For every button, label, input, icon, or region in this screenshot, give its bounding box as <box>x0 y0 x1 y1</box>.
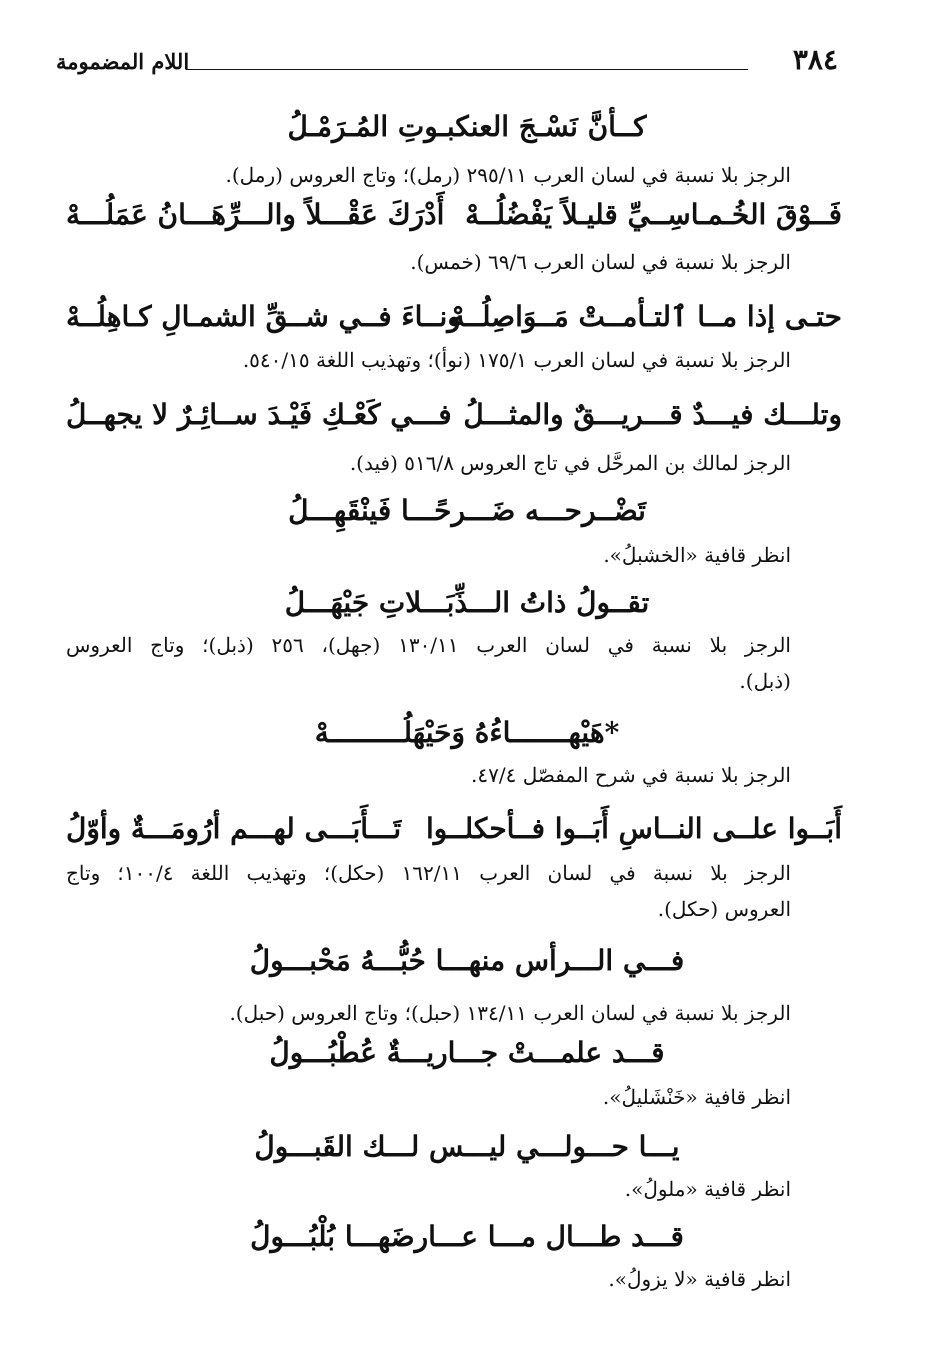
verse: *هَيْهـــــــاءُهُ وَحَيْهَلُـــــــــهْ <box>314 716 620 749</box>
verse-hemistich-right: فَــوْقَ الخُـمـاسِــيِّ قليـلاً يَفْضُلُــهْ <box>465 198 842 231</box>
verse-hemistich-right: وتلـــك فيـــدٌ قـــريـــقٌ والمثـــلُ <box>463 398 842 431</box>
citation-note: الرجز بلا نسبة في لسان العرب ٦٩/٦ (خمس). <box>410 250 791 274</box>
citation-note: انظر قافية «خَنْشَليلُ». <box>602 1085 791 1109</box>
running-head: اللام المضمومة <box>56 49 190 74</box>
citation-note: الرجز لمالك بن المرحَّل في تاج العروس ٥١٦/٨ (فيد). <box>349 451 791 475</box>
page-header <box>56 42 838 82</box>
verse-hemistich-right: حتـى إذا مــا ٱلتـأمــتْ مَــوَاصِلُــهْ <box>450 300 842 333</box>
citation-note-continuation: العروس (حكل). <box>657 897 791 921</box>
verse: يـــا حـــولـــي ليـــس لـــك القَبـــولُ <box>254 1130 680 1163</box>
citation-note: انظر قافية «الخشبلُ». <box>603 543 791 567</box>
citation-note: الرجز بلا نسبة في لسان العرب ١٣٤/١١ (حبل)؛ وتاج العروس (حبل). <box>229 1001 791 1025</box>
verse: تقــولُ ذاتُ الـــذِّبَـــلاتِ جَيْهَـــلُ <box>284 586 650 619</box>
citation-note: الرجز بلا نسبة في شرح المفصّل ٤٧/٤. <box>471 763 791 787</box>
verse: قـــد طـــال مـــا عـــارضَهـــا بُلْبُـــولُ <box>250 1220 684 1253</box>
verse-hemistich-left: ونــاءَ فــي شــقِّ الشمـالِ كـاهِلُــهْ <box>66 300 461 333</box>
citation-note: انظر قافية «لا يزولُ». <box>608 1267 791 1291</box>
citation-note-continuation: (ذبل). <box>739 669 791 693</box>
verse-hemistich-right: أَبَــوا علــى النــاسِ أَبَــوا فــأحكلــوا <box>425 812 842 845</box>
verse-hemistich-left: أَدْرَكَ عَقْـــلاً والـــرِّهَـــانُ عَمَلُـــهْ <box>66 198 445 231</box>
verse-hemistich-left: فـــي كَعْـكِ فَيْـدَ ســائِـرٌ لا يجهــلُ <box>66 398 452 431</box>
header-rule <box>186 69 748 70</box>
verse-hemistich-left: تَـــأَبَـــى لهـــم أرُومَـــةٌ وأوّلُ <box>66 812 402 845</box>
verse: تَضْــرحـــه ضَـــرحًـــا فَينْقَهِـــلُ <box>288 494 646 527</box>
citation-note: الرجز بلا نسبة في لسان العرب ٢٩٥/١١ (رمل)؛ وتاج العروس (رمل). <box>225 163 791 187</box>
verse: قـــد علمـــتْ جـــاريـــةٌ عُطْبُـــولُ <box>269 1036 665 1069</box>
page-number: ٣٨٤ <box>792 43 838 76</box>
citation-note: الرجز بلا نسبة في لسان العرب ١٧٥/١ (نوأ)؛ وتهذيب اللغة ٥٤٠/١٥. <box>242 348 791 372</box>
citation-note: انظر قافية «ملولُ». <box>624 1177 791 1201</box>
verse: فـــي الـــرأس منهـــا حُبُّـــهُ مَحْبـــولُ <box>249 944 685 977</box>
citation-note: الرجز بلا نسبة في لسان العرب ١٦٢/١١ (حكل)؛ وتهذيب اللغة ١٠٠/٤؛ وتاج <box>66 861 791 885</box>
verse: كــأنَّ نَسْـجَ العنكبـوتِ المُـرَمْـلُ <box>287 110 647 143</box>
citation-note: الرجز بلا نسبة في لسان العرب ١٣٠/١١ (جهل)، ٢٥٦ (ذبل)؛ وتاج العروس <box>66 633 791 657</box>
